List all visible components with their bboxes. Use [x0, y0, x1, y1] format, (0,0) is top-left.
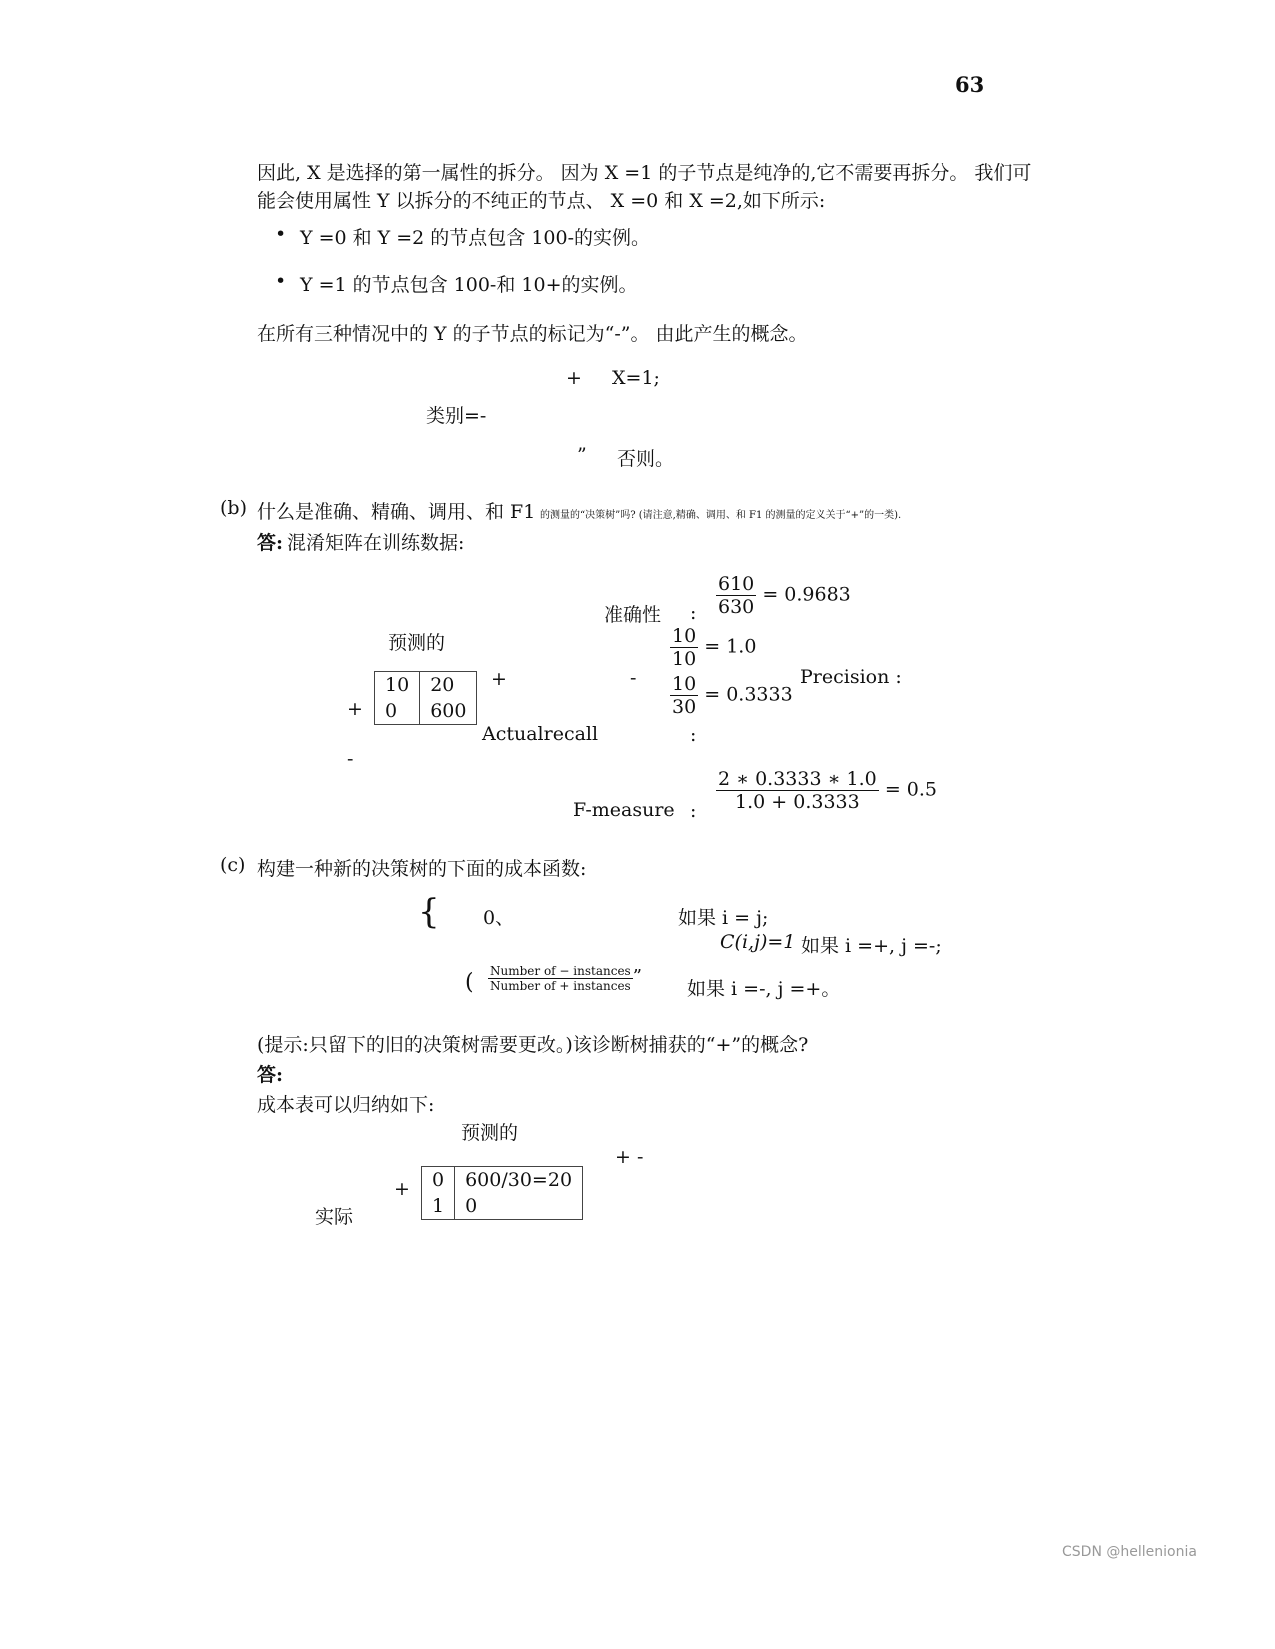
paragraph-line: 因此, X 是选择的第一属性的拆分。 因为 X =1 的子节点是纯净的,它不需要再拆分。 我们可 — [257, 162, 1032, 184]
f-measure-label: F-measure — [573, 799, 675, 821]
question-text: 构建一种新的决策树的下面的成本函数: — [257, 858, 587, 880]
answer-label: 答: — [257, 1064, 284, 1086]
cell: 20 — [420, 672, 477, 699]
answer-text: 成本表可以归纳如下: — [257, 1094, 435, 1116]
bullet-icon: • — [275, 223, 287, 245]
row-minus: - — [347, 748, 354, 770]
cell: 0 — [455, 1193, 583, 1220]
question-note: 的测量的“决策树”吗? (请注意,精确、调用、和 F1 的测量的定义关于“+”的一类). — [540, 510, 902, 521]
answer-label: 答: — [257, 532, 284, 554]
cell: 600 — [420, 698, 477, 725]
paragraph: 在所有三种情况中的 Y 的子节点的标记为“-”。 由此产生的概念。 — [257, 323, 808, 345]
page-number: 63 — [955, 72, 985, 97]
brace-bottom-icon: ( — [465, 970, 474, 995]
question-text: 什么是准确、精确、调用、和 F1 — [257, 501, 536, 523]
bullet-icon: • — [275, 270, 287, 292]
accuracy-formula: $\frac{610}{630}$ = 0.9683 — [718, 573, 851, 618]
bullet-item: Y =0 和 Y =2 的节点包含 100-的实例。 — [300, 227, 651, 249]
cell: 10 — [375, 672, 420, 699]
row-plus: + — [347, 698, 363, 720]
concept-plus: + — [566, 367, 582, 389]
watermark: CSDN @hellenionia — [1062, 1544, 1197, 1560]
case-condition: 如果 i =-, j =+。 — [687, 978, 841, 1000]
case-condition: 如果 i = j; — [678, 907, 769, 929]
recall-formula: $\frac{10}{30}$ = 0.3333 — [672, 673, 793, 718]
predicted-label: 预测的 — [388, 632, 446, 654]
cost-matrix — [421, 1166, 583, 1220]
row-plus: + — [394, 1178, 410, 1200]
actual-label: 实际 — [315, 1206, 354, 1228]
f-measure-formula: $\frac{2 ∗ 0.3333 ∗ 1.0}{1.0 + 0.3333}$ = 0.5 — [718, 768, 938, 813]
cost-function: C(i,j)=1 — [720, 931, 796, 953]
cell: 0 — [422, 1167, 455, 1194]
cost-fraction: $\frac{\text{Number of − instances}}{\text{Number of + instances}}$ ” — [490, 964, 642, 993]
cell: 600/30=20 — [455, 1167, 583, 1194]
col-minus: - — [630, 667, 637, 689]
cell: 0 — [375, 698, 420, 725]
question-marker: (b) — [220, 497, 247, 519]
column-signs: + - — [615, 1146, 644, 1168]
cell: 1 — [422, 1193, 455, 1220]
colon: : — [690, 724, 697, 746]
precision-formula: $\frac{10}{10}$ = 1.0 — [672, 625, 757, 670]
question-marker: (c) — [220, 854, 246, 876]
predicted-label: 预测的 — [461, 1122, 519, 1144]
actual-recall-label: Actualrecall — [482, 723, 599, 745]
answer-text: 混淆矩阵在训练数据: — [287, 532, 465, 554]
accuracy-label: 准确性 — [604, 604, 662, 626]
concept-otherwise: 否则。 — [617, 448, 675, 470]
bullet-item: Y =1 的节点包含 100-和 10+的实例。 — [300, 274, 638, 296]
colon: : — [690, 800, 697, 822]
concept-label: 类别=- — [426, 405, 487, 427]
col-plus: + — [491, 668, 507, 690]
case-value: 0、 — [483, 907, 515, 929]
paragraph-line: 能会使用属性 Y 以拆分的不纯正的节点、 X =0 和 X =2,如下所示: — [257, 190, 826, 212]
case-condition: 如果 i =+, j =-; — [801, 935, 942, 957]
colon: : — [690, 602, 697, 624]
precision-label: Precision : — [800, 666, 902, 688]
confusion-matrix — [374, 671, 477, 725]
concept-condition: X=1; — [612, 367, 660, 389]
concept-quote: ” — [577, 444, 587, 466]
hint-text: (提示:只留下的旧的决策树需要更改。)该诊断树捕获的“+”的概念? — [257, 1034, 809, 1056]
brace-icon: { — [418, 892, 440, 932]
